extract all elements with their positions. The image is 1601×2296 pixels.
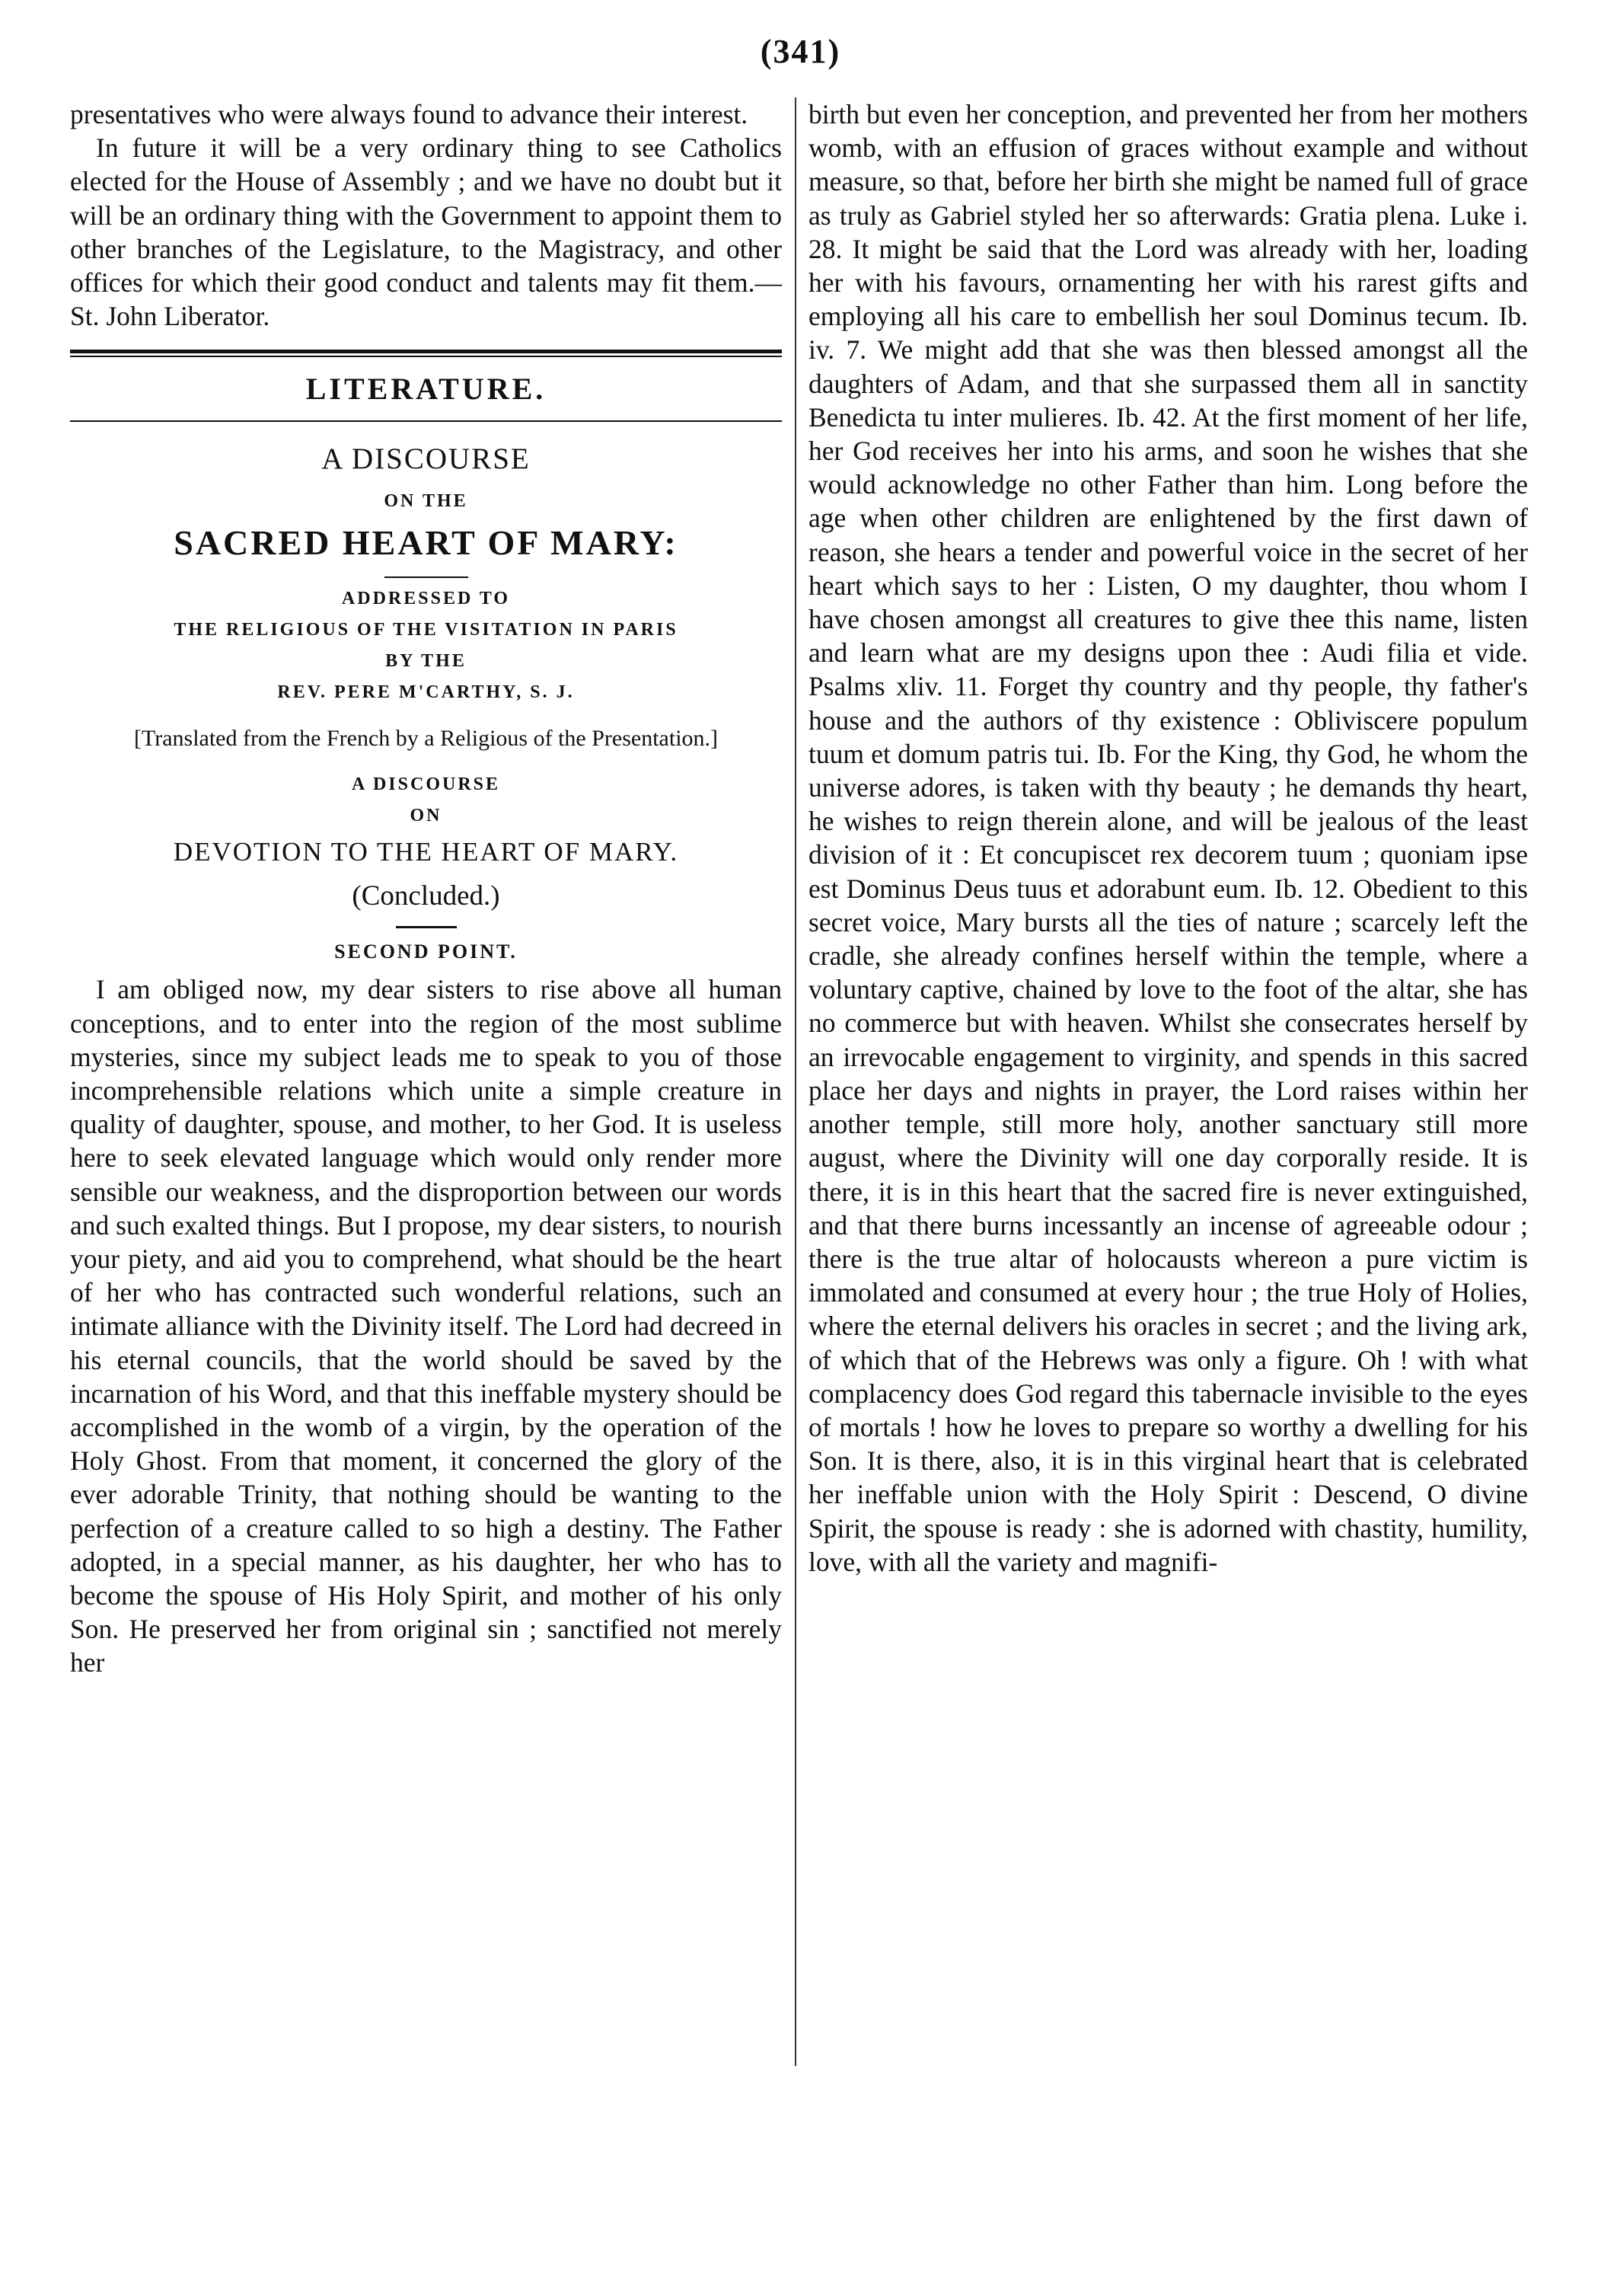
- title-rule: [384, 576, 468, 578]
- heading-rule: [70, 420, 782, 422]
- concluded-label: (Concluded.): [352, 880, 500, 912]
- intro-paragraph-1: presentatives who were always found to advance their interest.: [70, 99, 748, 129]
- intro-paragraph-2: In future it will be a very ordinary thing to see Catholics elected for the House of Assembly ; and we have no doubt but it will be an ordinary thing with the Government to appoint them to other branches of the Legislature, to the Magistracy, and other offices for which their good conduct and talents may fit them.—St. John Liberator.: [70, 133, 782, 332]
- devotion-title: DEVOTION TO THE HEART OF MARY.: [173, 837, 679, 867]
- translation-note: [Translated from the French by a Religious of the Presentation.]: [133, 726, 719, 752]
- page-number: (341): [760, 33, 841, 70]
- on-the-label: ON THE: [384, 491, 468, 512]
- second-point-heading: SECOND POINT.: [334, 940, 518, 963]
- left-body-text: I am obliged now, my dear sisters to rise above all human conceptions, and to enter into the region of the most sublime mysteries, since my subject leads me to speak to you of those incomprehensible relations which unite a simple creature in quality of daughter, spouse, and mother, to her God. It is useless here to seek elevated language which would only render more sensible our weakness, and the disproportion between our words and such exalted things. But I propose, my dear sisters, to nourish your piety, and aid you to comprehend, what should be the heart of her who has contracted such wonderful relations, such an intimate alliance with the Divinity itself. The Lord had decreed in his eternal councils, that the world should be saved by the incarnation of his Word, and that this ineffable mystery should be accomplished in the womb of a virgin, by the operation of the Holy Ghost. From that moment, it concerned the glory of the ever adorable Trinity, that nothing should be wanting to the perfection of a creature called to so high a destiny. The Father adopted, in a special manner, as his daughter, her who has to become the spouse of His Holy Spirit, and mother of his only Son. He preserved her from original sin ; sanctified not merely her: [70, 974, 782, 1678]
- right-body-text: birth but even her conception, and prevented her from her mothers womb, with an effusion of graces without example and without measure, so that, before her birth she might be named full of grace as truly as Gabriel styled her so afterwards: Gratia plena. Luke i. 28. It might be said that the Lord was already with her, loading her with his favours, ornamenting her with his rarest gifts and employing all his care to embellish her soul Dominus tecum. Ib. iv. 7. We might add that she was then blessed amongst all the daughters of Adam, and that she surpassed them all in sanctity Benedicta tu inter mulieres. Ib. 42. At the first moment of her life, her God receives her into his arms, and soon he wishes that she would acknowledge no other Father than him. Long before the age when other children are enlightened by the first dawn of reason, she hears a tender and powerful voice in the secret of her heart which says to her : Listen, O my daughter, thou whom I have chosen amongst all creatures to give thee this name, listen and learn what are my designs upon thee : Audi filia et vide. Psalms xliv. 11. Forget thy country and thy people, thy father's house and the authors of thy existence : Obliviscere populum tuum et domum patris tui. Ib. For the King, thy God, he whom the universe adores, is taken with thy beauty ; he demands thy heart, he wishes to reign therein alone, and will be jealous of the least division of it : Et concupiscet rex decorem tuum ; quoniam ipse est Dominus Deus tuus et adorabunt eum. Ib. 12. Obedient to this secret voice, Mary bursts all the ties of nature ; scarcely left the cradle, she already confines herself within the temple, where a voluntary captive, chained by love to the foot of the altar, she has no commerce but with heaven. Whilst she consecrates herself by an irrevocable engagement to virginity, and spends in this sacred place her days and nights in prayer, the Lord raises within her another temple, still more holy, another sanctuary still more august, where the Divinity will one day corporally reside. It is there, it is in this heart that the sacred fire is never extinguished, and that there burns incessantly an incense of agreeable odour ; there is the true altar of holocausts whereon a pure victim is immolated and consumed at every hour ; the true Holy of Holies, where the eternal delivers his oracles in secret ; and the living ark, of which that of the Hebrews was only a figure. Oh ! with what complacency does God regard this tabernacle invisible to the eyes of mortals ! how he loves to prepare so worthy a dwelling for his Son. It is there, also, it is in this virginal heart that is celebrated her ineffable union with the Holy Spirit : Descend, O divine Spirit, the spouse is ready : she is adorned with chastity, humility, love, with all the variety and magnifi-: [808, 99, 1528, 1577]
- section-divider: [70, 350, 782, 357]
- right-column: [808, 97, 1528, 1579]
- addressed-to-label: ADDRESSED TO: [341, 589, 511, 609]
- arrow-rule: [396, 926, 457, 928]
- recipients-line: THE RELIGIOUS OF THE VISITATION IN PARIS: [174, 620, 678, 640]
- discourse-title: A DISCOURSE: [321, 442, 531, 476]
- sub-discourse-label: A DISCOURSE: [351, 774, 501, 795]
- by-the-label: BY THE: [385, 651, 467, 672]
- left-column: [70, 97, 782, 1680]
- author-line: REV. PERE M'CARTHY, S. J.: [277, 682, 575, 703]
- section-heading: LITERATURE.: [305, 372, 547, 407]
- column-divider: [795, 97, 796, 2066]
- sub-on-label: ON: [410, 806, 442, 826]
- main-title: SACRED HEART OF MARY:: [174, 523, 678, 563]
